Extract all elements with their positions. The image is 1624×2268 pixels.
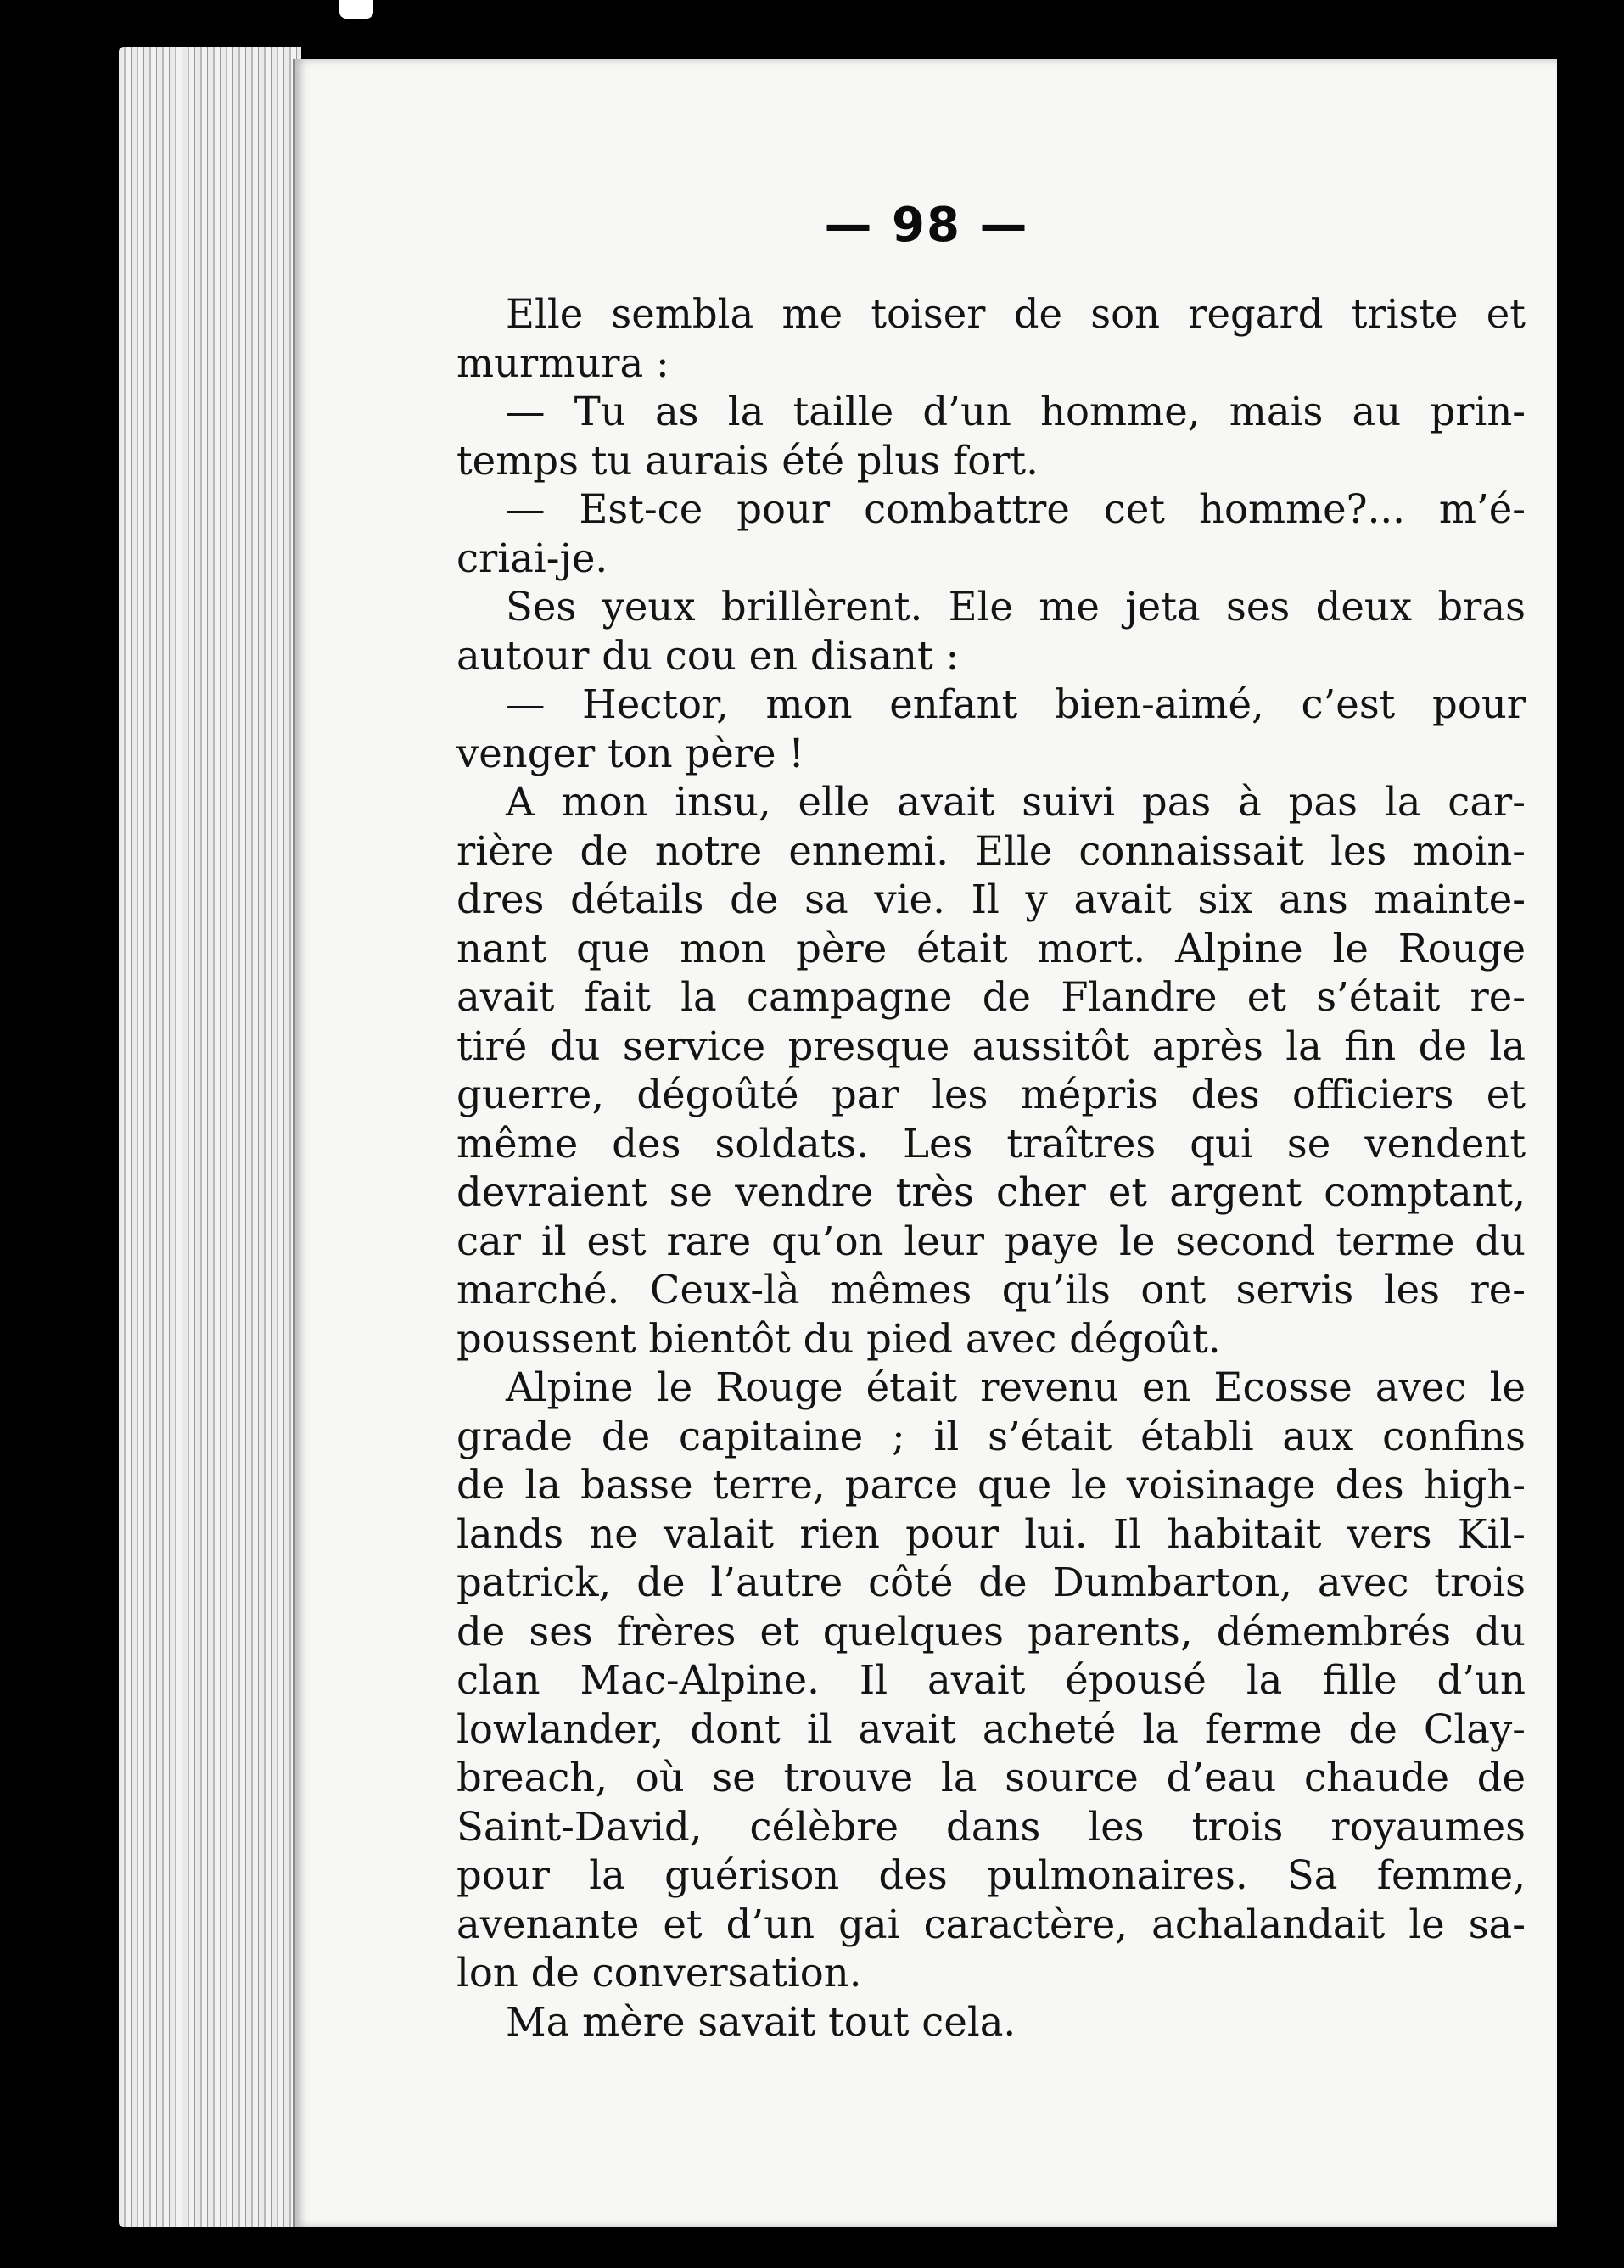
text-line: dres détails de sa vie. Il y avait six ans mainte- xyxy=(456,876,1526,922)
text-line: marché. Ceux-là mêmes qu’ils ont servis les re- xyxy=(456,1267,1526,1313)
book-page xyxy=(293,59,1558,2227)
text-line: criai-je. xyxy=(456,535,608,581)
text-line: venger ton père ! xyxy=(456,730,804,776)
text-line: avenante et d’un gai caractère, achalandait le sa- xyxy=(456,1901,1526,1947)
text-line: lon de conversation. xyxy=(456,1950,862,1996)
text-line: temps tu aurais été plus fort. xyxy=(456,437,1039,484)
text-line: Ma mère savait tout cela. xyxy=(506,1998,1016,2045)
page-number: — 98 — xyxy=(824,198,1029,253)
text-line: — Tu as la taille d’un homme, mais au prin- xyxy=(506,389,1526,434)
text-line: autour du cou en disant : xyxy=(456,632,960,679)
text-line: Ses yeux brillèrent. Ele me jeta ses deux bras xyxy=(506,584,1526,630)
text-line: A mon insu, elle avait suivi pas à pas la car- xyxy=(506,779,1526,825)
text-line: Alpine le Rouge était revenu en Ecosse avec le xyxy=(506,1364,1526,1410)
text-line: car il est rare qu’on leur paye le second terme du xyxy=(456,1218,1526,1264)
text-line: de la basse terre, parce que le voisinage des high- xyxy=(456,1462,1526,1508)
page-stack-edges xyxy=(119,47,301,2227)
text-line: tiré du service presque aussitôt après la fin de la xyxy=(456,1022,1526,1069)
text-line: murmura : xyxy=(456,339,669,386)
text-line: lands ne valait rien pour lui. Il habitait vers Kil- xyxy=(456,1510,1526,1557)
text-line: guerre, dégoûté par les mépris des officiers et xyxy=(456,1072,1526,1117)
text-line: Elle sembla me toiser de son regard triste et xyxy=(506,291,1526,337)
text-line: lowlander, dont il avait acheté la ferme de Clay- xyxy=(456,1705,1526,1752)
text-line: Saint-David, célèbre dans les trois royaumes xyxy=(456,1803,1526,1850)
text-line: devraient se vendre très cher et argent comptant, xyxy=(456,1169,1526,1215)
text-line: même des soldats. Les traîtres qui se vendent xyxy=(456,1120,1526,1167)
text-line: — Est-ce pour combattre cet homme?... m’é- xyxy=(506,486,1526,532)
text-line: patrick, de l’autre côté de Dumbarton, avec trois xyxy=(456,1560,1526,1605)
text-line: nant que mon père était mort. Alpine le Rouge xyxy=(456,925,1526,972)
text-line: avait fait la campagne de Flandre et s’était re- xyxy=(456,974,1526,1020)
text-line: — Hector, mon enfant bien-aimé, c’est pour xyxy=(506,681,1526,727)
text-line: breach, où se trouve la source d’eau chaude de xyxy=(456,1755,1526,1800)
text-line: rière de notre ennemi. Elle connaissait les moin- xyxy=(456,827,1526,874)
text-line: grade de capitaine ; il s’était établi aux confins xyxy=(456,1413,1526,1459)
text-line: pour la guérison des pulmonaires. Sa femme, xyxy=(456,1852,1526,1898)
scan-mark xyxy=(339,0,373,19)
text-line: poussent bientôt du pied avec dégoût. xyxy=(456,1315,1221,1362)
book-spine-shadow xyxy=(1557,59,1624,2227)
body-text xyxy=(456,290,1526,2047)
text-line: clan Mac-Alpine. Il avait épousé la fille d’un xyxy=(456,1657,1526,1703)
text-line: de ses frères et quelques parents, démembrés du xyxy=(456,1608,1526,1655)
